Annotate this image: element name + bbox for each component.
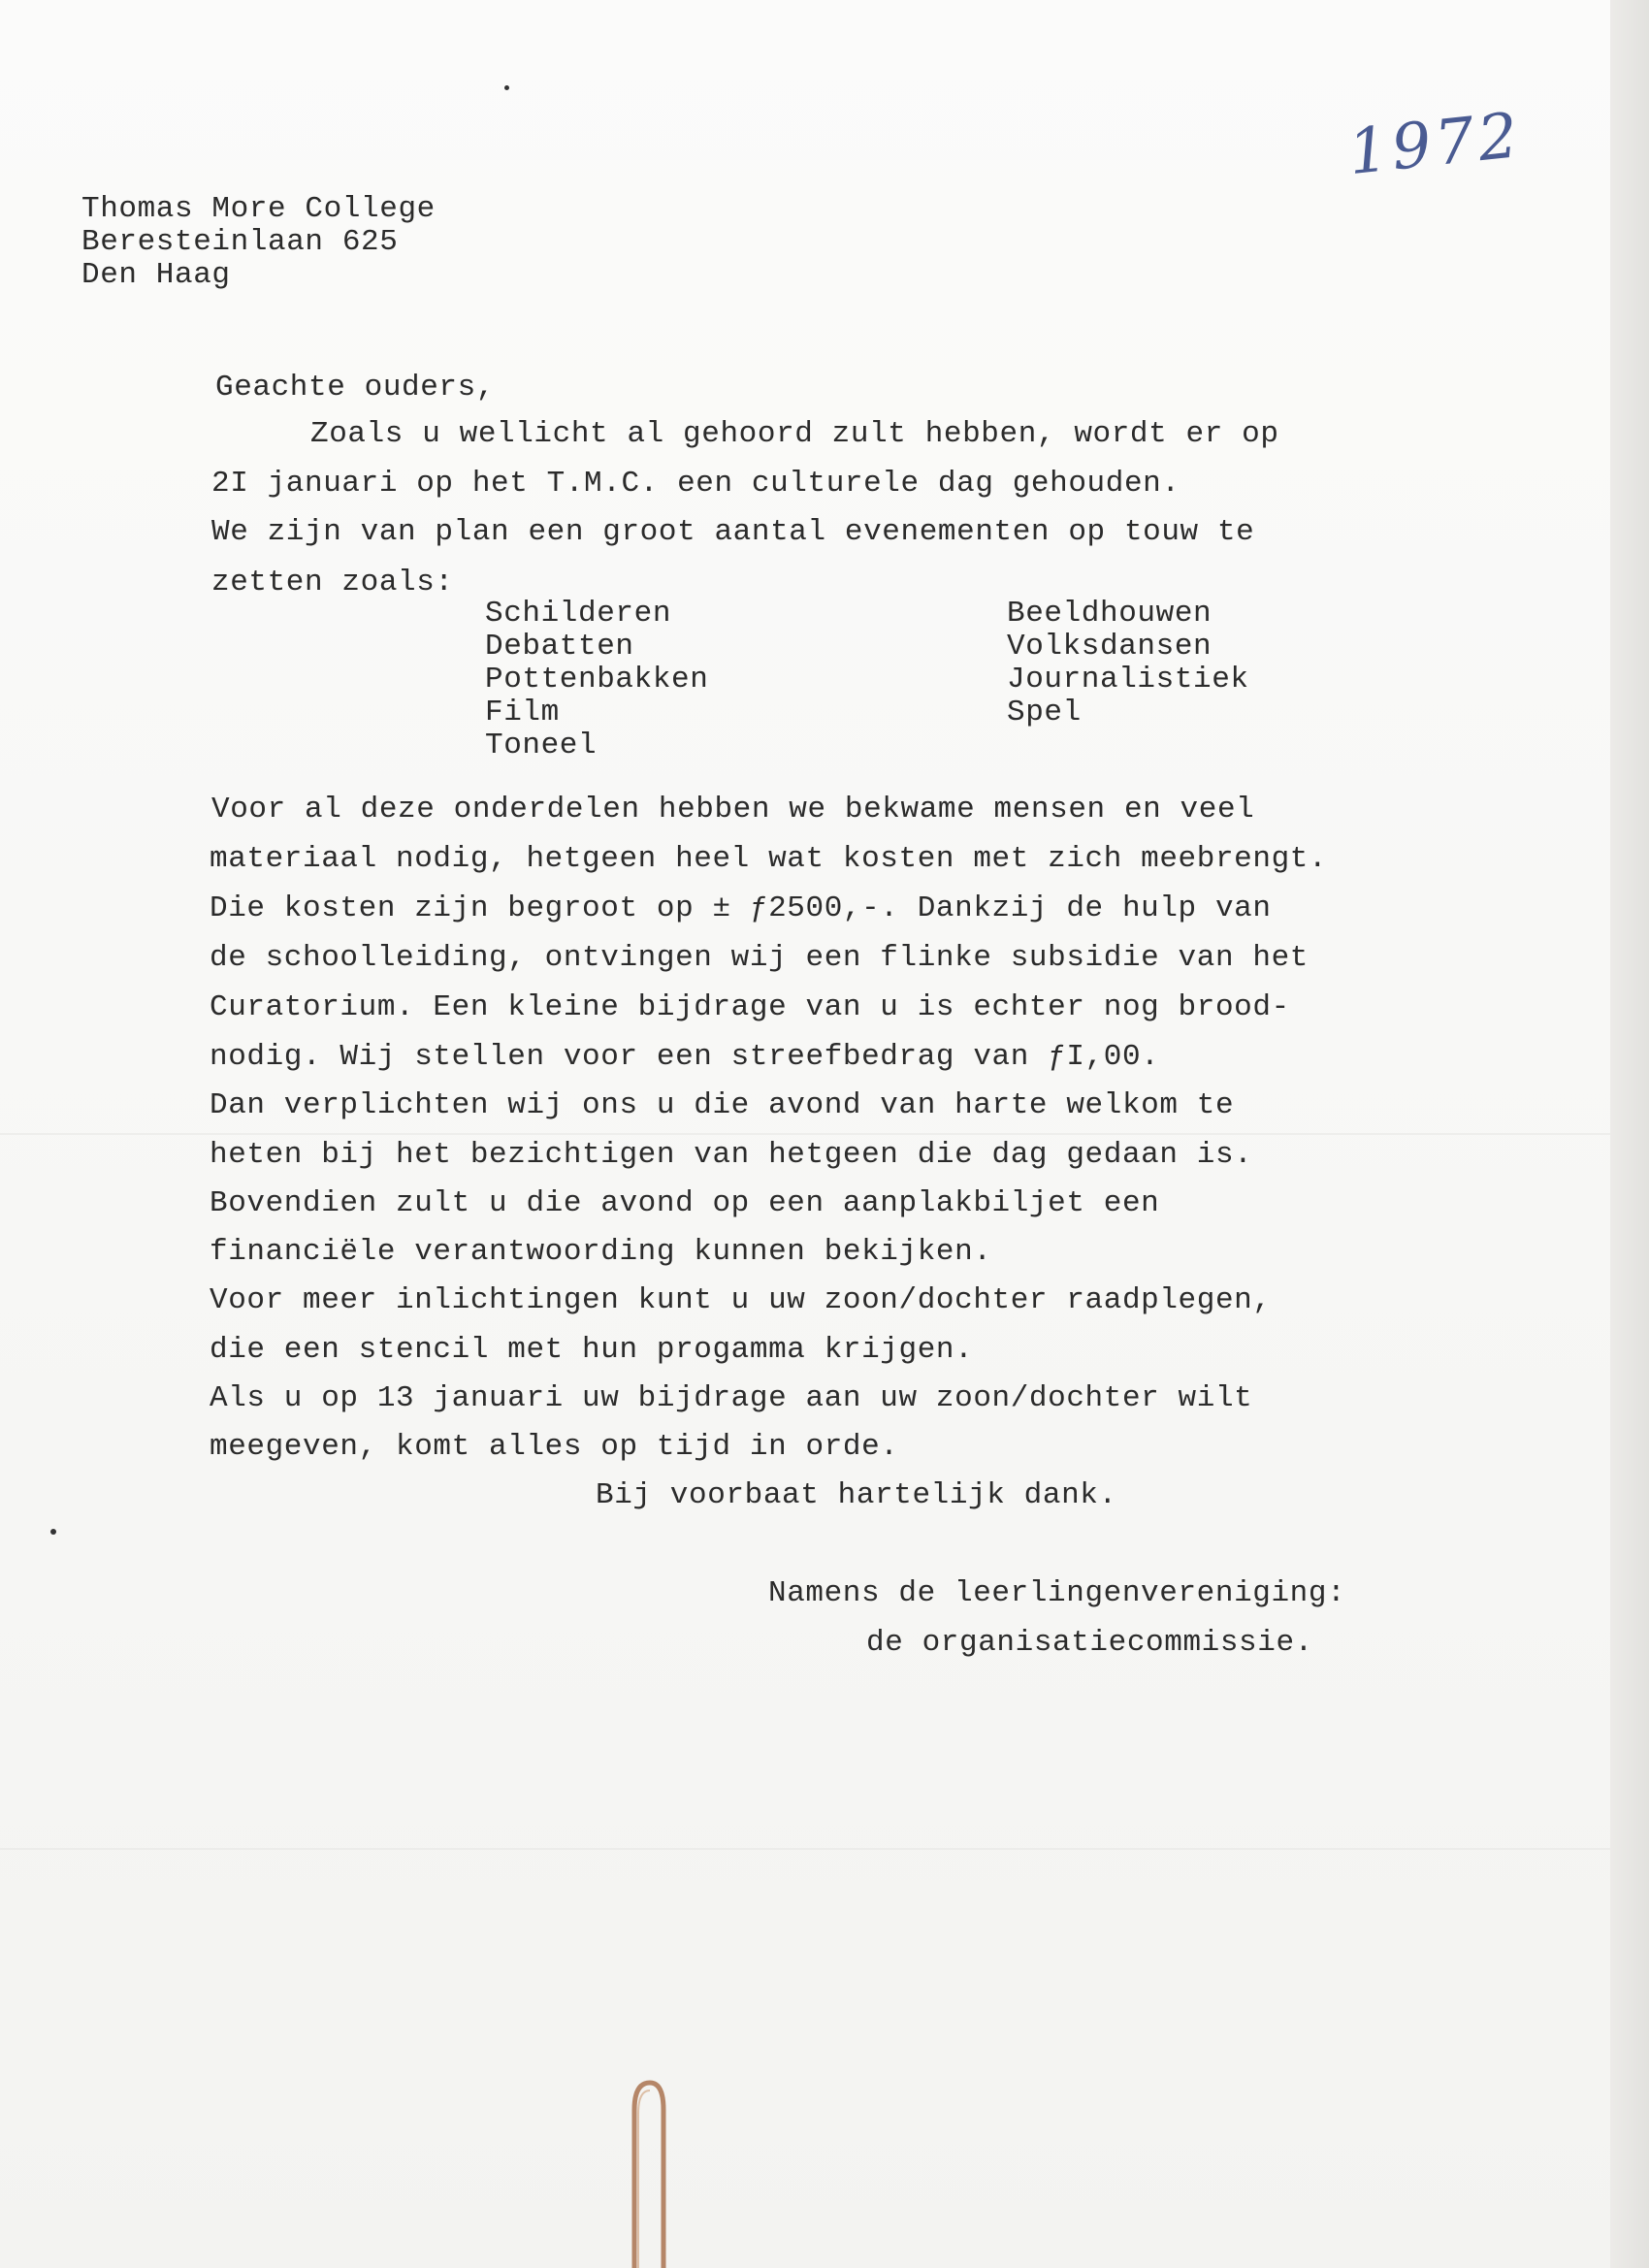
text-line: heten bij het bezichtigen van hetgeen die dag gedaan is.	[210, 1138, 1253, 1172]
address-line: Den Haag	[81, 258, 231, 292]
ink-speck	[504, 85, 509, 90]
salutation: Geachte ouders,	[215, 371, 496, 405]
text-line: meegeven, komt alles op tijd in orde.	[210, 1430, 899, 1464]
text-line: Als u op 13 januari uw bijdrage aan uw zoon/dochter wilt	[210, 1381, 1253, 1415]
text-line: financiële verantwoording kunnen bekijken.	[210, 1235, 992, 1269]
text-line: nodig. Wij stellen voor een streefbedrag van ƒI,00.	[210, 1040, 1160, 1074]
text-line: Zoals u wellicht al gehoord zult hebben, wordt er op	[310, 417, 1279, 451]
activity-item: Film	[485, 696, 560, 729]
activity-item: Volksdansen	[1007, 630, 1212, 664]
activity-item: Toneel	[485, 729, 598, 762]
text-line: Curatorium. Een kleine bijdrage van u is echter nog brood-	[210, 990, 1290, 1024]
text-line: Voor meer inlichtingen kunt u uw zoon/dochter raadplegen,	[210, 1283, 1272, 1317]
text-line: We zijn van plan een groot aantal evenementen op touw te	[211, 515, 1255, 549]
text-line: die een stencil met hun progamma krijgen.	[210, 1333, 974, 1367]
activity-item: Journalistiek	[1007, 663, 1249, 697]
activity-item: Spel	[1007, 696, 1082, 729]
activity-item: Debatten	[485, 630, 634, 664]
rust-staple-mark	[621, 2071, 669, 2268]
handwritten-year: 1972	[1344, 99, 1526, 190]
text-line: Dan verplichten wij ons u die avond van harte welkom te	[210, 1088, 1235, 1122]
activity-item: Schilderen	[485, 597, 672, 631]
ink-speck	[50, 1529, 56, 1535]
text-line: de schoolleiding, ontvingen wij een flinke subsidie van het	[210, 941, 1309, 975]
address-line: Thomas More College	[81, 192, 436, 226]
text-line: materiaal nodig, hetgeen heel wat kosten met zich meebrengt.	[210, 842, 1328, 876]
paper-fold	[0, 1133, 1610, 1135]
text-line: Voor al deze onderdelen hebben we bekwame mensen en veel	[211, 793, 1255, 826]
activity-item: Pottenbakken	[485, 663, 709, 697]
closing-thanks: Bij voorbaat hartelijk dank.	[596, 1478, 1117, 1512]
address-line: Beresteinlaan 625	[81, 225, 399, 259]
text-line: Die kosten zijn begroot op ± ƒ2500,-. Dankzij de hulp van	[210, 891, 1272, 925]
text-line: Bovendien zult u die avond op een aanplakbiljet een	[210, 1186, 1160, 1220]
signature-line: Namens de leerlingenvereniging:	[768, 1576, 1346, 1610]
text-line: zetten zoals:	[211, 566, 454, 599]
activity-item: Beeldhouwen	[1007, 597, 1212, 631]
text-line: 2I januari op het T.M.C. een culturele dag gehouden.	[211, 467, 1180, 501]
scan-background	[1610, 0, 1649, 2268]
paper-fold	[0, 1848, 1610, 1850]
signature-line: de organisatiecommissie.	[866, 1626, 1313, 1660]
